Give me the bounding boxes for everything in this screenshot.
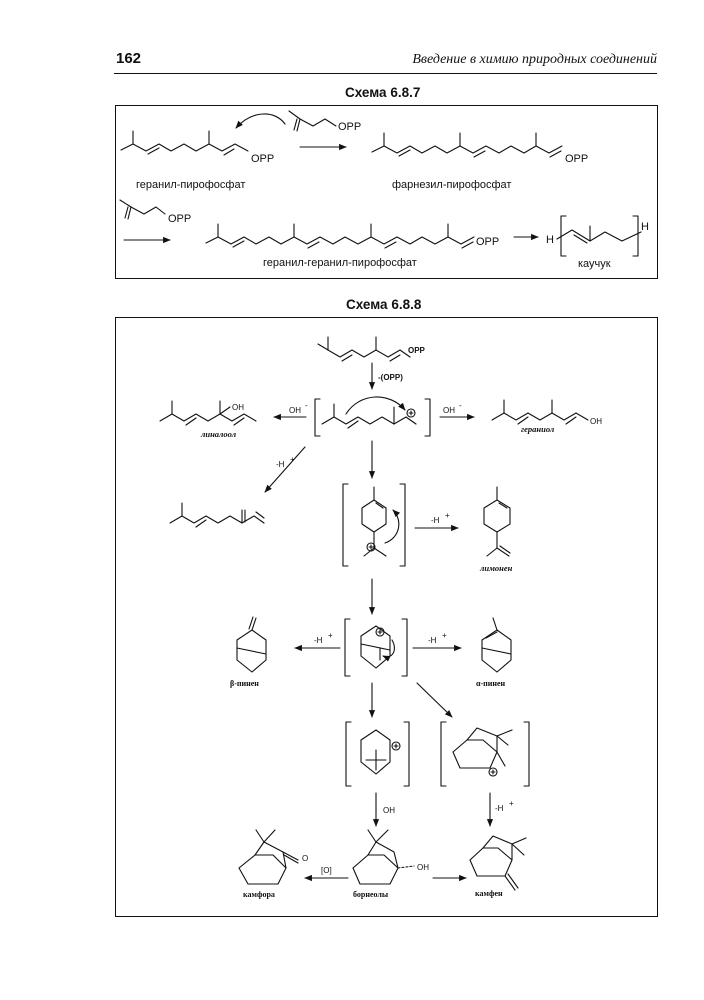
geranyl-pp-structure <box>121 131 248 155</box>
oh-reagent: OH <box>383 806 395 815</box>
geranyl-pp-name: геранил-пирофосфат <box>136 179 246 191</box>
running-title: Введение в химию природных соединений <box>412 52 657 67</box>
alpha-pinene-name: α-пинен <box>476 679 506 688</box>
scheme-687-title: Схема 6.8.7 <box>345 85 421 100</box>
minus-opp-label: -(OPP) <box>378 373 403 382</box>
geraniol-structure <box>492 400 588 424</box>
oh-minus-right-sup: - <box>459 401 462 410</box>
oxidation-label: [O] <box>321 866 332 875</box>
beta-pinene-structure <box>237 617 266 672</box>
alpha-pinene-structure <box>482 618 511 672</box>
rubber-h-right: H <box>641 221 649 233</box>
limonene-structure <box>484 487 510 556</box>
scheme-688-title: Схема 6.8.8 <box>346 297 422 312</box>
limonene-name: лимонен <box>480 563 513 573</box>
fpp-opp-label: OPP <box>565 153 589 165</box>
arrow-to-ocimene <box>265 447 305 492</box>
gpp-top-opp-label: OPP <box>408 346 425 355</box>
beta-pinene-name: β-пинен <box>230 679 259 688</box>
borneol-oh: OH <box>417 863 429 872</box>
camphene-cation-bracket <box>441 722 529 786</box>
farnesyl-pp-name: фарнезил-пирофосфат <box>392 179 512 191</box>
farnesyl-pp-structure <box>372 133 562 157</box>
oh-minus-left-sup: - <box>305 401 308 410</box>
geranylgeranyl-pp-name: геранил-геранил-пирофосфат <box>263 257 417 269</box>
isopentenyl-pp-2 <box>120 200 165 219</box>
camphene-structure <box>470 836 526 890</box>
oh-minus-left: OH <box>289 406 301 415</box>
camphene-name: камфен <box>475 889 503 898</box>
camphor-name: камфора <box>243 890 275 899</box>
minus-h-beta-sup: + <box>328 631 333 640</box>
geranylgeranyl-pp-structure <box>206 224 474 248</box>
linalool-oh: OH <box>232 403 244 412</box>
ggpp-opp-label: OPP <box>476 236 500 248</box>
pinyl-cation-bracket <box>345 619 407 676</box>
bornyl-cation-bracket <box>346 722 409 786</box>
minus-h-limonene-sup: + <box>445 511 450 520</box>
page-number: 162 <box>116 50 142 67</box>
ipp1-opp-label: OPP <box>338 121 362 133</box>
minus-h-beta: -H <box>314 636 323 645</box>
ocimene-structure <box>170 503 264 527</box>
gpp-top-structure <box>318 337 410 361</box>
minus-h-limonene: -H <box>431 516 440 525</box>
minus-h-camphene: -H <box>495 804 504 813</box>
geraniol-name: гераниол <box>521 424 555 434</box>
ipp2-opp-label: OPP <box>168 213 192 225</box>
camphor-structure <box>239 830 298 884</box>
linalool-name: линалоол <box>201 429 237 439</box>
geranyl-cation-bracket <box>315 397 430 436</box>
terpinyl-cation-bracket <box>343 484 405 566</box>
rubber-name: каучук <box>578 258 611 270</box>
borneol-structure <box>353 830 414 884</box>
geraniol-oh: OH <box>590 417 602 426</box>
minus-h-ocimene: -H <box>276 460 285 469</box>
attack-arrow <box>236 114 285 128</box>
rubber-h-left: H <box>546 234 554 246</box>
minus-h-ocimene-sup: + <box>290 455 295 464</box>
arrow-to-camphene-cation <box>417 683 452 717</box>
minus-h-camphene-sup: + <box>509 799 514 808</box>
borneols-name: борнеолы <box>353 890 389 899</box>
minus-h-alpha: -H <box>428 636 437 645</box>
minus-h-alpha-sup: + <box>442 631 447 640</box>
camphor-o: O <box>302 854 309 863</box>
gpp-opp-label: OPP <box>251 153 275 165</box>
isopentenyl-pp-1 <box>289 111 336 131</box>
oh-minus-right: OH <box>443 406 455 415</box>
rubber-structure <box>557 216 641 256</box>
